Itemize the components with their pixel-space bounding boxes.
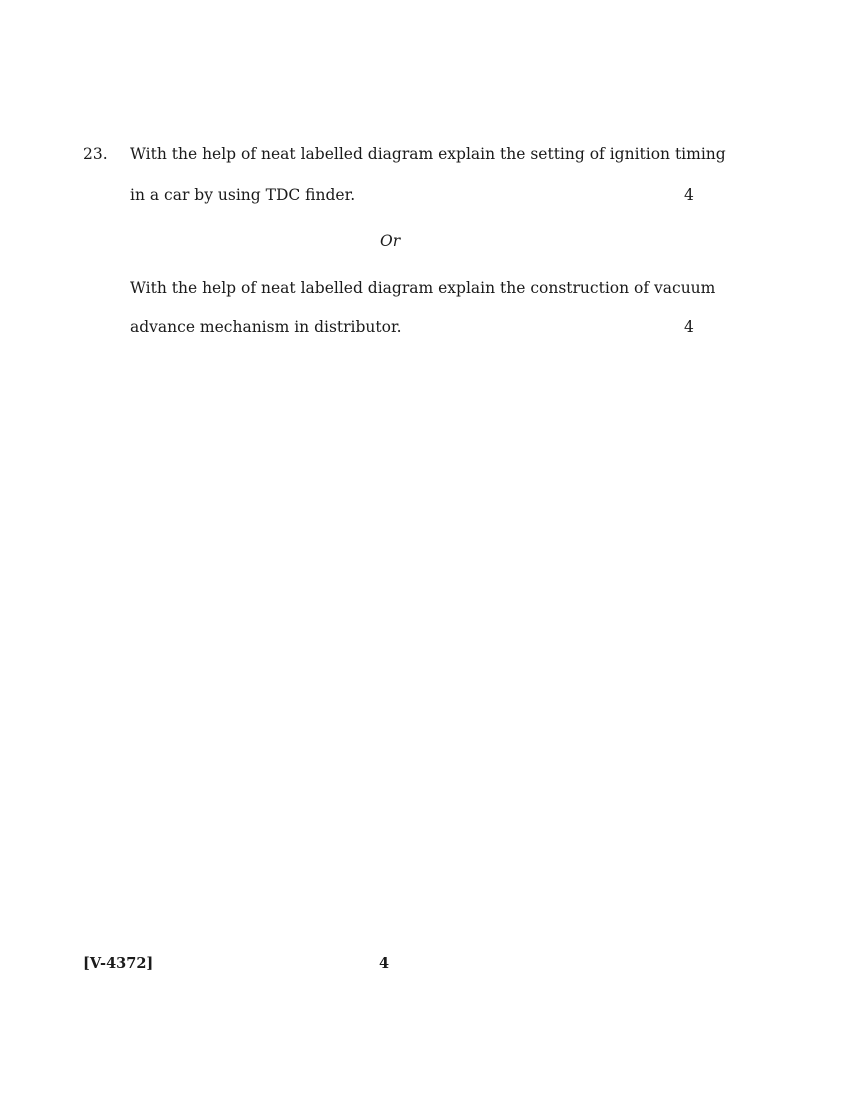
question-part-a-line-2: in a car by using TDC finder. — [130, 186, 356, 204]
question-part-a-marks: 4 — [684, 186, 694, 204]
question-part-b-line-2: advance mechanism in distributor. — [130, 318, 402, 336]
paper-code: [V-4372] — [83, 955, 154, 972]
question-part-b-line-1: With the help of neat labelled diagram explain the construction of vacuum — [130, 279, 716, 297]
question-part-a-line-1: With the help of neat labelled diagram explain the setting of ignition timing — [130, 145, 726, 163]
question-number: 23. — [83, 145, 108, 163]
page-number: 4 — [379, 955, 390, 972]
or-separator: Or — [380, 232, 401, 250]
question-part-b-marks: 4 — [684, 318, 694, 336]
